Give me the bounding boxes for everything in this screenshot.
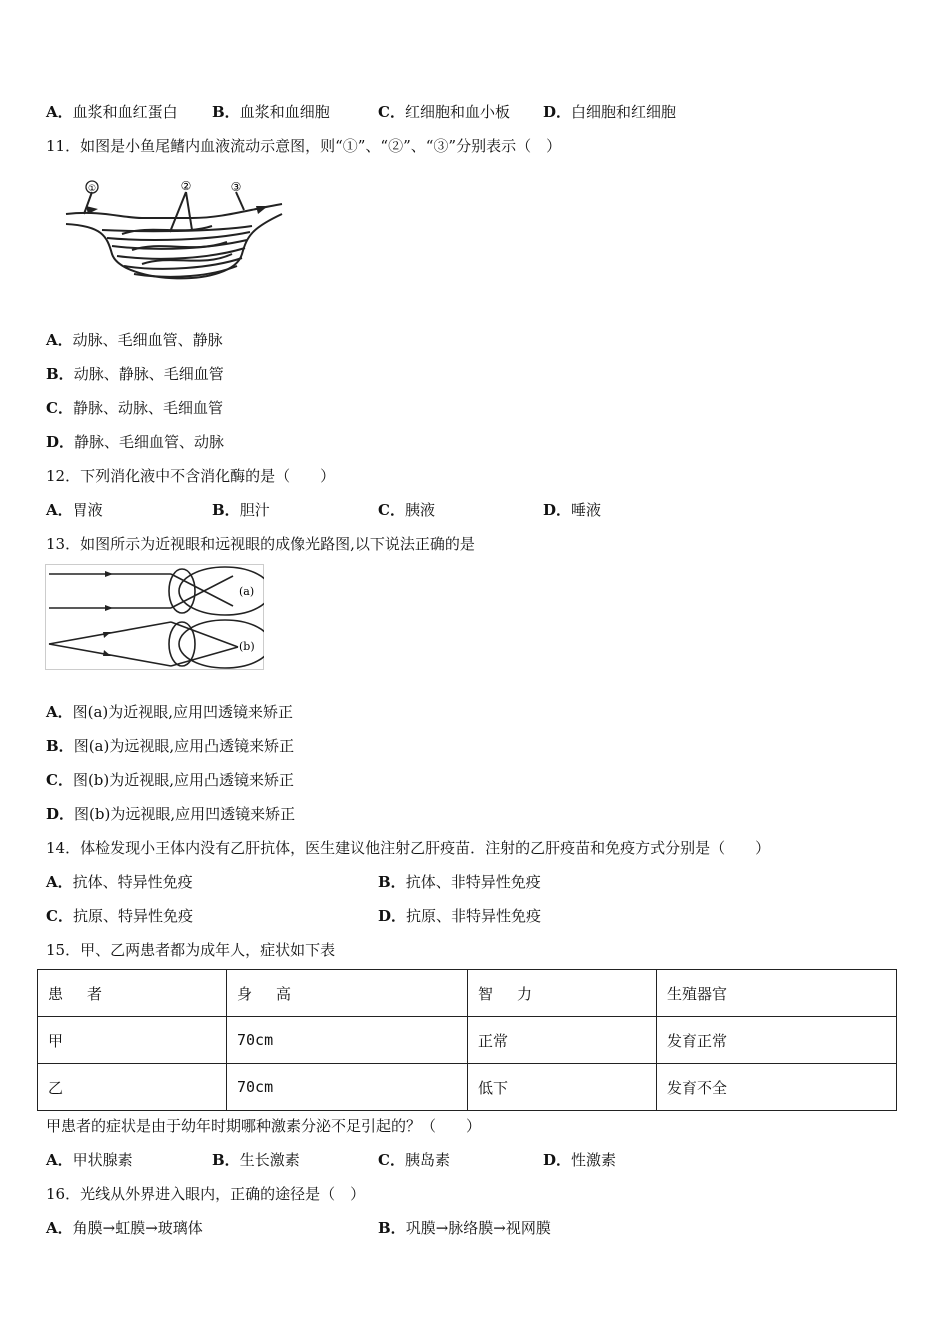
table-header: 智 力 (468, 970, 657, 1017)
q14-stem: 14．体检发现小王体内没有乙肝抗体，医生建议他注射乙肝疫苗．注射的乙肝疫苗和免疫方式分别是（ ） (46, 839, 771, 857)
q12-option-c: C．胰液 (378, 501, 435, 519)
table-cell: 发育正常 (657, 1017, 897, 1064)
figure-label-3: ③ (230, 180, 242, 194)
table-row (38, 1017, 897, 1064)
q12-option-b: B．胆汁 (212, 501, 270, 519)
table-cell: 正常 (468, 1017, 657, 1064)
q13-option-d: D．图(b)为远视眼,应用凹透镜来矫正 (46, 805, 296, 823)
q10-option-d: D．白细胞和红细胞 (543, 103, 677, 121)
q15-option-a: A．甲状腺素 (46, 1151, 133, 1169)
q15-option-d: D．性激素 (543, 1151, 617, 1169)
q10-option-c: C．红细胞和血小板 (378, 103, 510, 121)
fish-tail-blood-flow-figure (62, 174, 288, 294)
q13-stem: 13．如图所示为近视眼和远视眼的成像光路图,以下说法正确的是 (46, 535, 475, 553)
q15-question: 甲患者的症状是由于幼年时期哪种激素分泌不足引起的？（ ） (46, 1117, 482, 1135)
table-cell: 70cm (227, 1017, 468, 1064)
q13-option-c: C．图(b)为近视眼,应用凸透镜来矫正 (46, 771, 295, 789)
q15-stem: 15．甲、乙两患者都为成年人，症状如下表 (46, 941, 336, 959)
q11-option-b: B．动脉、静脉、毛细血管 (46, 365, 224, 383)
table-header-row (38, 970, 897, 1017)
figure-label-a: (a) (239, 585, 255, 598)
figure-label-b: (b) (239, 640, 255, 653)
q11-stem: 11．如图是小鱼尾鳍内血液流动示意图，则“①”、“②”、“③”分别表示（ ） (46, 137, 562, 155)
arrow-icon (105, 605, 113, 611)
q14-option-c: C．抗原、特异性免疫 (46, 907, 193, 925)
q16-option-a: A．角膜→虹膜→玻璃体 (46, 1219, 203, 1237)
q13-option-b: B．图(a)为远视眼,应用凸透镜来矫正 (46, 737, 295, 755)
table-cell: 甲 (38, 1017, 227, 1064)
q16-stem: 16．光线从外界进入眼内，正确的途径是（ ） (46, 1185, 366, 1203)
q15-option-b: B．生长激素 (212, 1151, 300, 1169)
q14-option-b: B．抗体、非特异性免疫 (378, 873, 541, 891)
table-cell: 乙 (38, 1064, 227, 1111)
q12-stem: 12．下列消化液中不含消化酶的是（ ） (46, 467, 336, 485)
arrow-icon (105, 571, 113, 577)
table-cell: 低下 (468, 1064, 657, 1111)
q14-option-a: A．抗体、特异性免疫 (46, 873, 193, 891)
q11-option-a: A．动脉、毛细血管、静脉 (46, 331, 223, 349)
q10-option-b: B．血浆和血细胞 (212, 103, 330, 121)
table-cell: 发育不全 (657, 1064, 897, 1111)
q13-option-a: A．图(a)为近视眼,应用凹透镜来矫正 (46, 703, 294, 721)
table-header: 身 高 (227, 970, 468, 1017)
q12-option-a: A．胃液 (46, 501, 103, 519)
q16-option-b: B．巩膜→脉络膜→视网膜 (378, 1219, 551, 1237)
q10-option-a: A．血浆和血红蛋白 (46, 103, 178, 121)
q15-option-c: C．胰岛素 (378, 1151, 450, 1169)
q11-option-d: D．静脉、毛细血管、动脉 (46, 433, 225, 451)
q12-option-d: D．唾液 (543, 501, 602, 519)
symptom-table (37, 969, 897, 1111)
eye-optics-figure (45, 564, 264, 670)
table-cell: 70cm (227, 1064, 468, 1111)
figure-label-1: ① (87, 184, 97, 194)
arrow-icon (103, 650, 111, 656)
q11-option-c: C．静脉、动脉、毛细血管 (46, 399, 223, 417)
q14-option-d: D．抗原、非特异性免疫 (378, 907, 542, 925)
arrow-icon (256, 206, 268, 214)
arrow-icon (103, 632, 111, 638)
table-header: 患 者 (38, 970, 227, 1017)
table-header: 生殖器官 (657, 970, 897, 1017)
figure-label-2: ② (180, 179, 192, 193)
table-row (38, 1064, 897, 1111)
